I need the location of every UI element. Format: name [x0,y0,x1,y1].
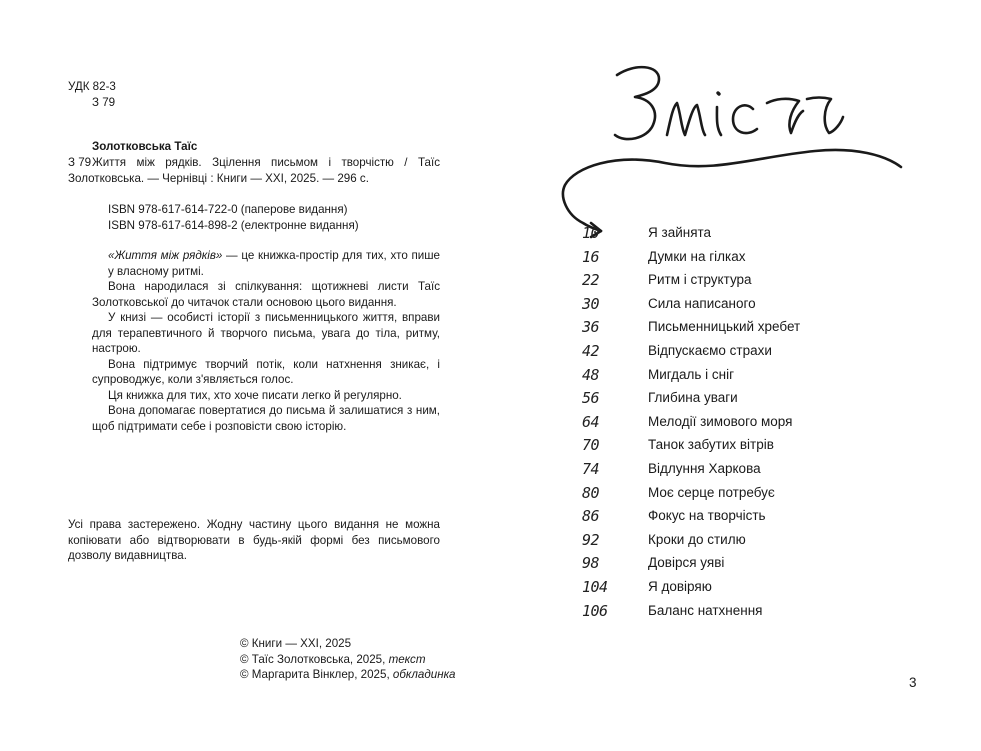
copyright-author: © Таїс Золотковська, 2025, текст [240,652,426,666]
rights-notice: Усі права застережено. Жодну частину цього видання не можна копіювати або відтворювати в будь-якій формі без письмового дозволу видавництва. [68,518,440,562]
toc-page-number: 48 [582,365,600,384]
annotation-paragraph: «Життя між рядків» — це книжка-простір для тих, хто пише у власному ритмі. [108,249,440,278]
toc-chapter-title: Сила написаного [648,295,756,311]
toc-page-number: 92 [582,530,600,549]
copyright-block [240,636,456,683]
toc-chapter-title: Фокус на творчість [648,508,766,524]
toc-chapter-title: Баланс натхнення [648,602,763,618]
toc-chapter-title: Мигдаль і сніг [648,366,735,382]
toc-page-number: 64 [582,412,600,431]
toc-page-number: 70 [582,436,600,455]
toc-page-number: 86 [582,507,600,526]
toc-chapter-title: Танок забутих вітрів [648,437,774,453]
annotation-paragraph: Вона підтримує творчий потік, коли натхнення зникає, і супроводжує, коли з'являється голос. [92,357,440,386]
toc-chapter-title: Довірся уяві [648,555,725,571]
toc-page-number: 104 [582,577,608,596]
annotation [92,248,440,434]
author-sign: З 79 [92,95,116,109]
toc-page-number: 36 [582,318,600,337]
annotation-paragraph: У книзі — особисті історії з письменницького життя, вправи для терапевтичного й творчого письма, увага до тіла, ритму, настрою. [92,311,440,355]
toc-chapter-title: Моє серце потребує [648,484,775,500]
toc-page-number: 10 [582,224,600,242]
toc-chapter-title: Відлуння Харкова [648,460,761,476]
toc-chapter-title: Кроки до стилю [648,531,746,547]
toc-page-number: 80 [582,483,600,502]
toc-chapter-title: Думки на гілках [648,248,746,264]
isbn-block [108,202,359,233]
toc-page-number: 16 [582,247,600,266]
annotation-paragraph: Ця книжка для тих, хто хоче писати легко й регулярно. [108,388,402,402]
toc-chapter-title: Я довіряю [648,578,712,594]
udk-code: УДК 82-3 [68,80,116,93]
toc-page-number: 22 [582,271,600,290]
toc-chapter-title: Я зайнята [648,225,712,240]
toc-page-number: 98 [582,554,600,573]
isbn-digital: ISBN 978-617-614-898-2 (електронне видання) [108,218,359,232]
annotation-paragraph: Вона народилася зі спілкування: щотижневі листи Таїс Золотковської до читачок стали основою цього видання. [92,280,440,309]
annotation-book-title: «Життя між рядків» [108,249,223,262]
udk-block [68,79,116,110]
toc-chapter-title: Ритм і структура [648,272,752,288]
toc-page-number: 74 [582,459,600,478]
toc-page-number: 106 [582,601,608,620]
copyright-cover: © Маргарита Вінклер, 2025, обкладинка [240,668,456,681]
toc-chapter-title: Письменницький хребет [648,319,801,335]
toc-page-number: 42 [582,341,600,360]
copyright-publisher: © Книги — XXI, 2025 [240,637,352,650]
biblio-text: Життя між рядків. Зцілення письмом і творчістю / Таїс Золотковська. — Чернівці : Книги — XXI, 2025. — 296 с. [68,156,440,185]
page-number: 3 [909,675,917,690]
annotation-paragraph: Вона допомагає повертатися до письма й залишатися з ним, щоб підтримати себе і розповісти свою історію. [92,404,440,433]
bibliographic-record [68,155,440,186]
toc-chapter-title: Мелодії зимового моря [648,413,793,429]
biblio-code: З 79 [68,156,92,169]
toc-page-number: 30 [582,294,600,313]
toc-chapter-title: Відпускаємо страхи [648,342,772,358]
toc-chapter-title: Глибина уваги [648,390,738,406]
author-name: Золотковська Таїс [92,140,198,153]
contents-heading [555,55,915,245]
toc-page-number: 56 [582,389,600,408]
isbn-paper: ISBN 978-617-614-722-0 (паперове видання) [108,203,348,216]
